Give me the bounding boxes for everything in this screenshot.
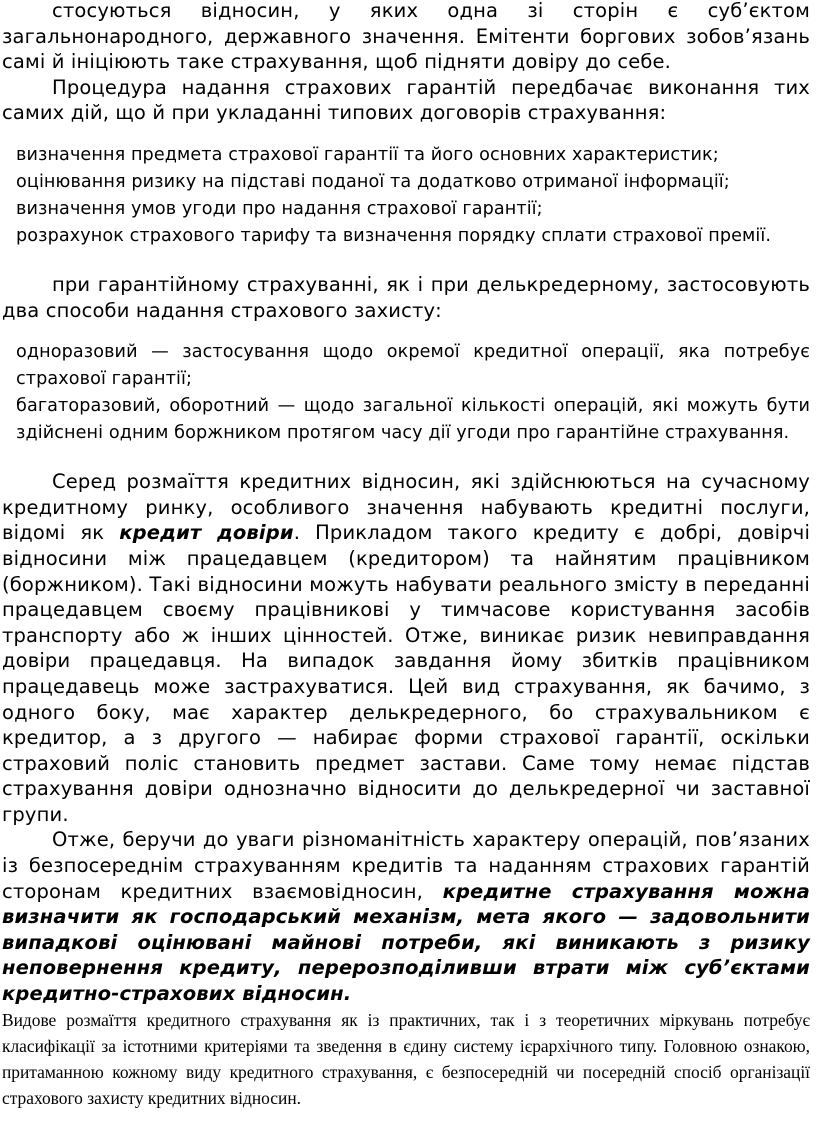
paragraph-classification: [0, 1007, 816, 1111]
spacer: [0, 126, 816, 142]
paragraph-definition: [0, 827, 816, 1006]
paragraph-text: . Прикладом такого кредиту є добрі, довірчі відносини між працедавцем (кредитором) та найнятим працівником (боржником). Такі відносини можуть набувати реального змісту в переданні працедавцем своєму працівникові у тимчасове користування засобів транспорту або ж інших цінностей. Отже, виникає ризик невиправдання довіри працедавця. На випадок завдання йому збитків працівником працедавець може застрахуватися. Цей вид страхування, як бачимо, з одного боку, має характер делькредерного, бо страхувальником є кредитор, а з другого — набирає форми страхової гарантії, оскільки страховий поліс становить предмет застави. Саме тому немає підстав страхування довіри однозначно відносити до делькредерної чи заставної групи.: [2, 521, 811, 826]
paragraph-methods: [0, 272, 816, 323]
paragraph-intro-continuation: [0, 0, 816, 75]
spacer: [0, 250, 816, 272]
paragraph-text: при гарантійному страхуванні, як і при делькредерному, застосовують два способи надання страхового захисту:: [2, 272, 810, 322]
paragraph-text: Процедура надання страхових гарантій передбачає виконання тих самих дій, що й при укладанні типових договорів страхування:: [2, 75, 810, 125]
paragraph-text: Серед розмаїття кредитних відносин, які здійснюються на сучасному кредитному ринку, особливого значення набувають кредитні послуги, відомі як: [2, 470, 810, 545]
definition-credit-insurance: кредитне страхування можна визначити як господарський механізм, мета якого — задовольнити випадкові оцінювані майнові потреби, які виникають з ризику неповернення кредиту, перерозподіливши втрати між суб’єктами кредитно-страхових відносин.: [2, 879, 810, 1006]
paragraph-procedure: [0, 75, 816, 126]
list-item: розрахунок страхового тарифу та визначення порядку сплати страхової премії.: [16, 225, 772, 246]
list-item: визначення умов угоди про надання страхової гарантії;: [16, 198, 543, 219]
list-item: визначення предмета страхової гарантії та його основних характеристик;: [16, 144, 719, 165]
list-item: одноразовий — застосування щодо окремої кредитної операції, яка потребує страхової гарантії;: [16, 342, 810, 390]
methods-list: [0, 339, 816, 447]
paragraph-text: Видове розмаїття кредитного страхування як із практичних, так і з теоретичних міркувань потребує класифікації за істотними критеріями та зведення в єдину систему ієрархічного типу. Головною ознакою, притаманною кожному виду кредитного страхування, є безпосередній чи посередній спосіб організації страхового захисту кредитних відносин.: [2, 1009, 810, 1108]
spacer: [0, 447, 816, 469]
list-item: оцінювання ризику на підставі поданої та додатково отриманої інформації;: [16, 171, 730, 192]
paragraph-text: стосуються відносин, у яких одна зі сторін є суб’єктом загальнонародного, державного значення. Емітенти боргових зобов’язань самі й ініціюють таке страхування, щоб підняти довіру до себе.: [2, 0, 810, 74]
paragraph-trust-credit: [0, 469, 816, 827]
term-trust-credit: кредит довіри: [119, 521, 294, 545]
procedure-list: [0, 142, 816, 250]
list-item: багаторазовий, оборотний — щодо загальної кількості операцій, які можуть бути здійснені одним боржником протягом часу дії угоди про гарантійне страхування.: [16, 396, 810, 444]
spacer: [0, 323, 816, 339]
paragraph-text: Отже, беручи до уваги різноманітність характеру операцій, пов’язаних із безпосереднім страхуванням кредитів та наданням страхових гарантій сторонам кредитних взаємовідносин,: [2, 828, 810, 903]
